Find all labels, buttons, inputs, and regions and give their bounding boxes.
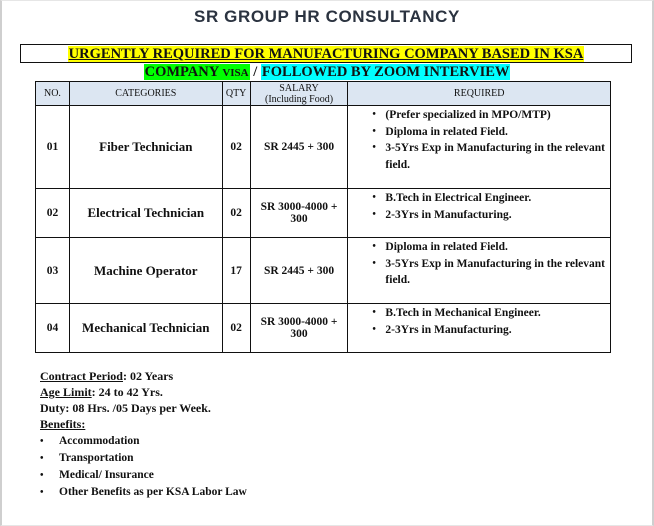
row-salary — [250, 238, 348, 304]
col-header-required: REQUIRED — [348, 82, 611, 106]
page-title: SR GROUP HR CONSULTANCY — [194, 7, 460, 26]
col-header-qty: QTY — [222, 82, 250, 106]
row-salary — [250, 106, 348, 189]
company-visa-highlight — [144, 64, 250, 80]
table-row — [36, 304, 611, 353]
requirement-item: • 3-5Yrs Exp in Manufacturing in the relevant field. — [348, 140, 606, 173]
row-required — [348, 238, 611, 304]
benefit-item: • Medical/ Insurance — [40, 467, 247, 484]
col-header-categories: CATEGORIES — [69, 82, 222, 106]
row-category: Fiber Technician — [69, 106, 222, 189]
row-no: 02 — [36, 189, 70, 238]
requirement-item: • 2-3Yrs in Manufacturing. — [348, 322, 606, 339]
row-category: Mechanical Technician — [69, 304, 222, 353]
requirement-item: • 3-5Yrs Exp in Manufacturing in the relevant field. — [348, 256, 606, 289]
salary-line: SR 3000-4000 + — [260, 201, 338, 213]
urgent-banner — [20, 44, 632, 63]
table-row — [36, 189, 611, 238]
visa-text: VISA — [222, 67, 249, 79]
row-required — [348, 189, 611, 238]
job-details — [40, 368, 247, 501]
benefit-item: • Transportation — [40, 450, 247, 467]
row-no: 04 — [36, 304, 70, 353]
age-limit-label: Age Limit — [40, 385, 92, 399]
salary-line: 300 — [290, 328, 308, 340]
jobs-table — [35, 81, 611, 353]
salary-header-label: SALARY — [279, 82, 319, 94]
contract-period-value: : 02 Years — [122, 369, 174, 383]
benefit-item: • Accommodation — [40, 433, 247, 450]
col-header-salary — [250, 82, 348, 106]
contract-period-label: Contract Period — [40, 369, 123, 383]
company-visa-text: COMPANY — [144, 64, 223, 80]
row-salary — [250, 189, 348, 238]
row-qty: 02 — [222, 189, 250, 238]
age-limit — [40, 384, 247, 400]
table-row — [36, 238, 611, 304]
salary-line: SR 2445 + 300 — [263, 264, 335, 277]
row-qty: 02 — [222, 106, 250, 189]
table-row — [36, 106, 611, 189]
requirement-item: • B.Tech in Mechanical Engineer. — [348, 305, 606, 322]
contract-period — [40, 368, 247, 384]
salary-line: SR 2445 + 300 — [263, 141, 335, 153]
duty-hours: Duty: 08 Hrs. /05 Days per Week. — [40, 401, 211, 415]
requirement-item: • 2-3Yrs in Manufacturing. — [348, 207, 606, 224]
zoom-interview-highlight: FOLLOWED BY ZOOM INTERVIEW — [261, 64, 510, 80]
salary-line: 300 — [290, 213, 308, 225]
benefit-item: • Other Benefits as per KSA Labor Law — [40, 484, 247, 501]
separator: / — [249, 64, 261, 80]
row-qty: 17 — [222, 238, 250, 304]
requirements-list — [348, 107, 606, 173]
row-required — [348, 304, 611, 353]
row-salary — [250, 304, 348, 353]
requirement-item: • B.Tech in Electrical Engineer. — [348, 190, 606, 207]
benefits-label: Benefits: — [40, 417, 86, 431]
requirements-list — [348, 305, 606, 338]
requirements-list — [348, 239, 606, 289]
urgent-banner-text: URGENTLY REQUIRED FOR MANUFACTURING COMPANY BASED IN KSA — [68, 46, 584, 62]
col-header-no: NO. — [36, 82, 70, 106]
row-category: Machine Operator — [69, 238, 222, 304]
requirements-list — [348, 190, 606, 223]
row-category: Electrical Technician — [69, 189, 222, 238]
requirement-item: • Diploma in related Field. — [348, 239, 606, 256]
requirement-item: • Diploma in related Field. — [348, 124, 606, 141]
benefits-list — [40, 433, 247, 501]
salary-header-note: (Including Food) — [264, 93, 334, 105]
row-required — [348, 106, 611, 189]
age-limit-value: : 24 to 42 Yrs. — [91, 385, 163, 399]
visa-interview-line — [0, 64, 654, 81]
salary-line: SR 3000-4000 + — [260, 316, 338, 328]
row-qty: 02 — [222, 304, 250, 353]
table-header-row — [36, 82, 611, 106]
row-no: 01 — [36, 106, 70, 189]
requirement-item: • (Prefer specialized in MPO/MTP) — [348, 107, 606, 124]
row-no: 03 — [36, 238, 70, 304]
